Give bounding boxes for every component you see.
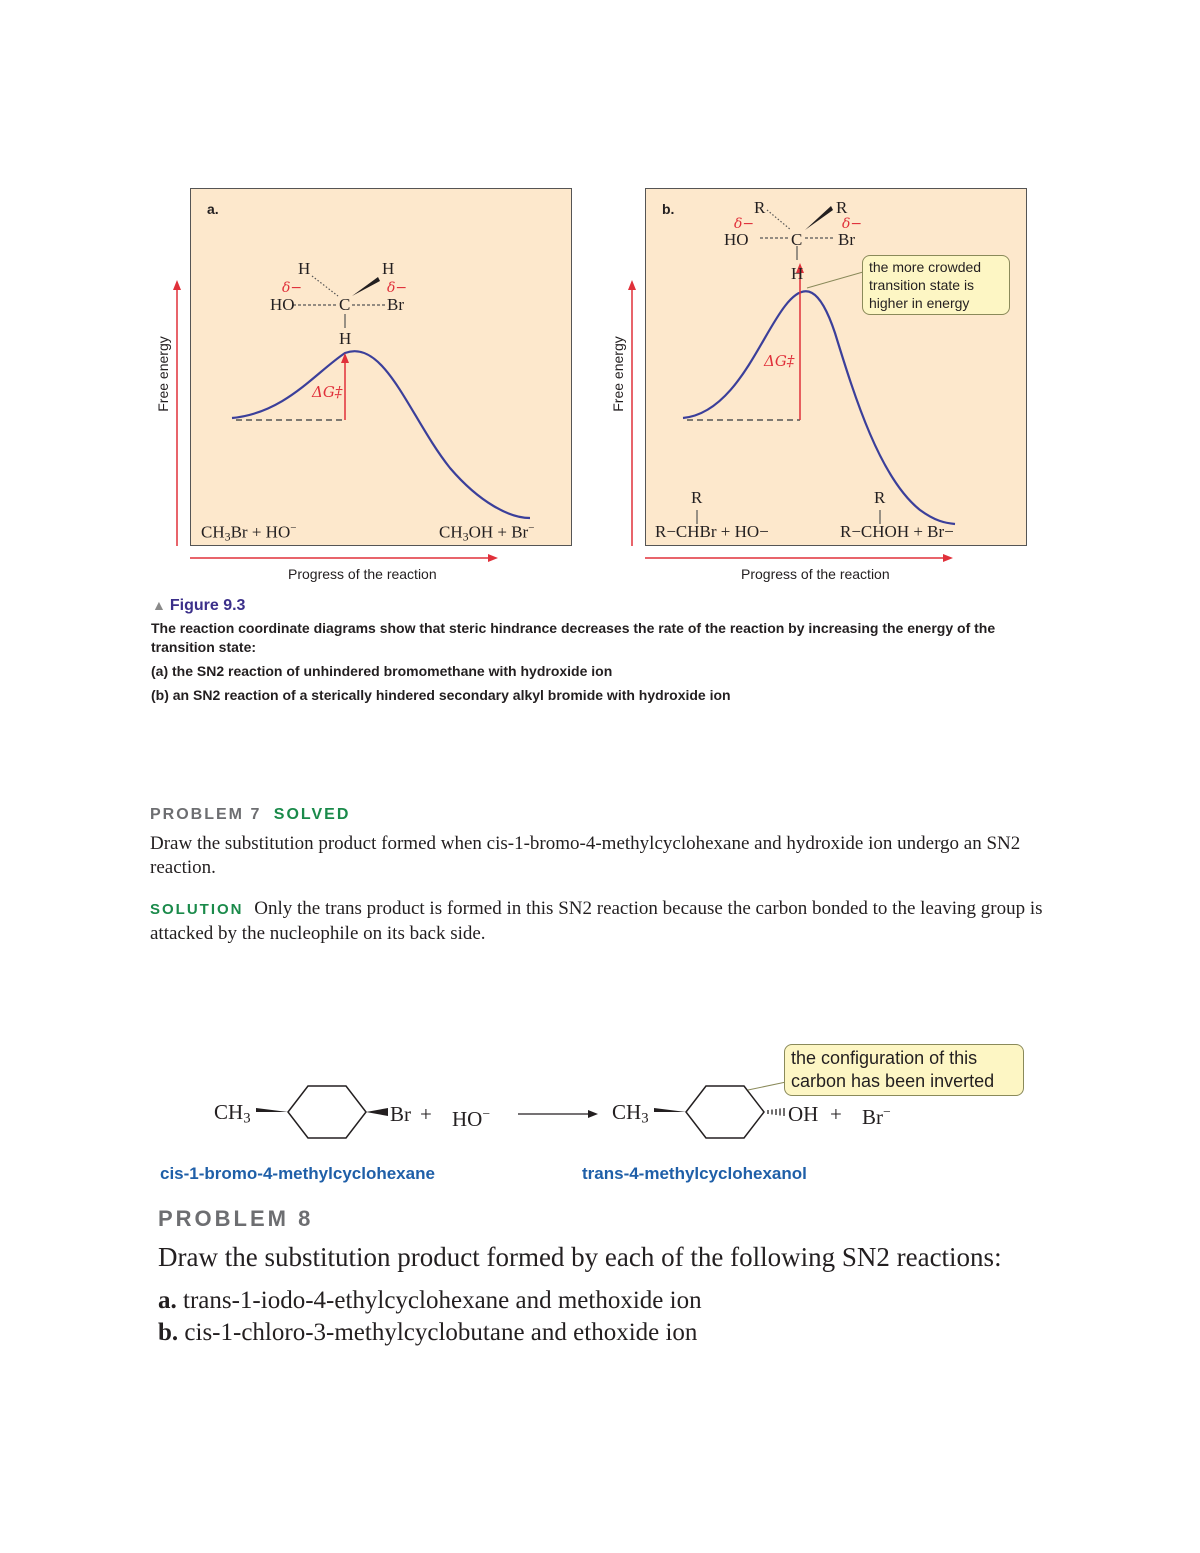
reactant-ch3: $CH_3$ <box>214 1100 251 1127</box>
ts-a-c: C <box>339 295 351 314</box>
figure-title: Figure 9.3 <box>169 597 246 614</box>
plus-sign-2: + <box>830 1102 842 1126</box>
ts-b-delta-left: δ− <box>734 216 755 232</box>
panel-a-label: a. <box>207 201 219 217</box>
reactant-name: cis-1-bromo-4-methylcyclohexane <box>160 1164 435 1183</box>
cyclohexane-ring-right <box>686 1086 764 1138</box>
reaction-scheme <box>250 1070 810 1150</box>
reactants-b: R−CHBr + HO− <box>655 522 769 541</box>
energy-curve-b <box>683 291 955 524</box>
ts-a-h-left: H <box>298 259 311 278</box>
product-name: trans-4-methylcyclohexanol <box>582 1164 807 1183</box>
x-axis-label-a: Progress of the reaction <box>288 566 437 582</box>
ts-b-delta-right: δ− <box>842 216 863 232</box>
ts-b-br: Br <box>838 230 855 249</box>
cyclohexane-ring-left <box>288 1086 366 1138</box>
callout-crowded-ts: the more crowded transition state is higher in energy <box>862 255 1010 315</box>
product-ch3: $CH_3$ <box>612 1100 649 1127</box>
ts-b-ho: HO <box>724 230 749 249</box>
figure-caption-item-b: (b) an SN2 reaction of a sterically hindered secondary alkyl bromide with hydroxide ion <box>151 687 731 703</box>
panel-b-label: b. <box>662 201 675 217</box>
y-axis-label-b: Free energy <box>610 336 626 412</box>
problem-8-text: Draw the substitution product formed by each of the following SN2 reactions: <box>158 1242 1002 1272</box>
y-axis-label-a: Free energy <box>155 336 171 412</box>
r-substituent-left: R <box>691 488 703 507</box>
hash-bond-right-oh <box>768 1108 784 1116</box>
ts-a-h-bottom: H <box>339 329 352 348</box>
callout-inverted: the configuration of this carbon has been inverted <box>784 1044 1024 1096</box>
problem-7-text: Draw the substitution product formed when cis-1-bromo-4-methylcyclohexane and hydroxide ion undergo an SN2 reaction. <box>150 833 1021 878</box>
ts-a-br: Br <box>387 295 404 314</box>
solution-label: SOLUTION <box>150 901 244 918</box>
wedge-bond-left-ch3 <box>256 1108 288 1112</box>
ts-b-h: H <box>791 264 804 283</box>
hydroxide-ion: HO− <box>452 1106 491 1131</box>
item-a-text: trans-1-iodo-4-ethylcyclohexane and methoxide ion <box>183 1287 702 1314</box>
ts-a-ho: HO <box>270 295 295 314</box>
figure-caption: The reaction coordinate diagrams show that steric hindrance decreases the rate of the reaction by increasing the energy of the transition state: <box>151 620 996 655</box>
problem-7-label: PROBLEM 7 <box>150 806 262 823</box>
ts-b-r-left: R <box>754 198 766 217</box>
wedge-bond-right-ch3 <box>654 1108 686 1112</box>
wedge-bond-left-br <box>366 1108 388 1116</box>
ts-b-c: C <box>791 230 803 249</box>
problem-8-item-a <box>158 1285 702 1317</box>
item-a-label: a. <box>158 1287 177 1314</box>
r-substituent-right: R <box>874 488 886 507</box>
dg-label-b: ΔG‡ <box>764 352 795 370</box>
ts-a-delta-left: δ− <box>282 280 303 296</box>
y-axis-arrow-a <box>170 278 184 548</box>
bromide-ion: Br− <box>862 1104 891 1129</box>
product-oh: OH <box>788 1102 819 1126</box>
triangle-icon: ▲ <box>152 599 166 614</box>
item-b-label: b. <box>158 1319 179 1346</box>
figure-caption-title <box>152 597 245 615</box>
products-b: R−CHOH + Br− <box>840 522 954 541</box>
problem-7-solution <box>150 897 1050 946</box>
x-axis-label-b: Progress of the reaction <box>741 566 890 582</box>
solved-badge: SOLVED <box>273 806 351 823</box>
problem-8-item-b <box>158 1317 697 1349</box>
ts-b-r-right: R <box>836 198 848 217</box>
energy-curve-a <box>232 351 530 518</box>
products-a: $CH_3OH + Br^-$ <box>439 522 535 544</box>
dg-label-a: ΔG‡ <box>312 383 343 401</box>
x-axis-arrow-a <box>190 552 500 564</box>
ts-a-delta-right: δ− <box>387 280 408 296</box>
plus-sign-1: + <box>420 1102 432 1126</box>
figure-caption-item-a: (a) the SN2 reaction of unhindered bromomethane with hydroxide ion <box>151 663 613 679</box>
problem-7-heading <box>150 806 350 824</box>
panel-a-diagram <box>190 188 572 546</box>
item-b-text: cis-1-chloro-3-methylcyclobutane and ethoxide ion <box>184 1319 698 1346</box>
solution-text: Only the trans product is formed in this SN2 reaction because the carbon bonded to the leaving group is attacked by the nucleophile on its back side. <box>150 898 1043 944</box>
reactant-br: Br <box>390 1102 411 1126</box>
problem-8-heading: PROBLEM 8 <box>158 1206 314 1231</box>
reactants-a: $CH_3Br + HO^-$ <box>201 522 297 544</box>
ts-a-h-right: H <box>382 259 395 278</box>
x-axis-arrow-b <box>645 552 955 564</box>
y-axis-arrow-b <box>625 278 639 548</box>
